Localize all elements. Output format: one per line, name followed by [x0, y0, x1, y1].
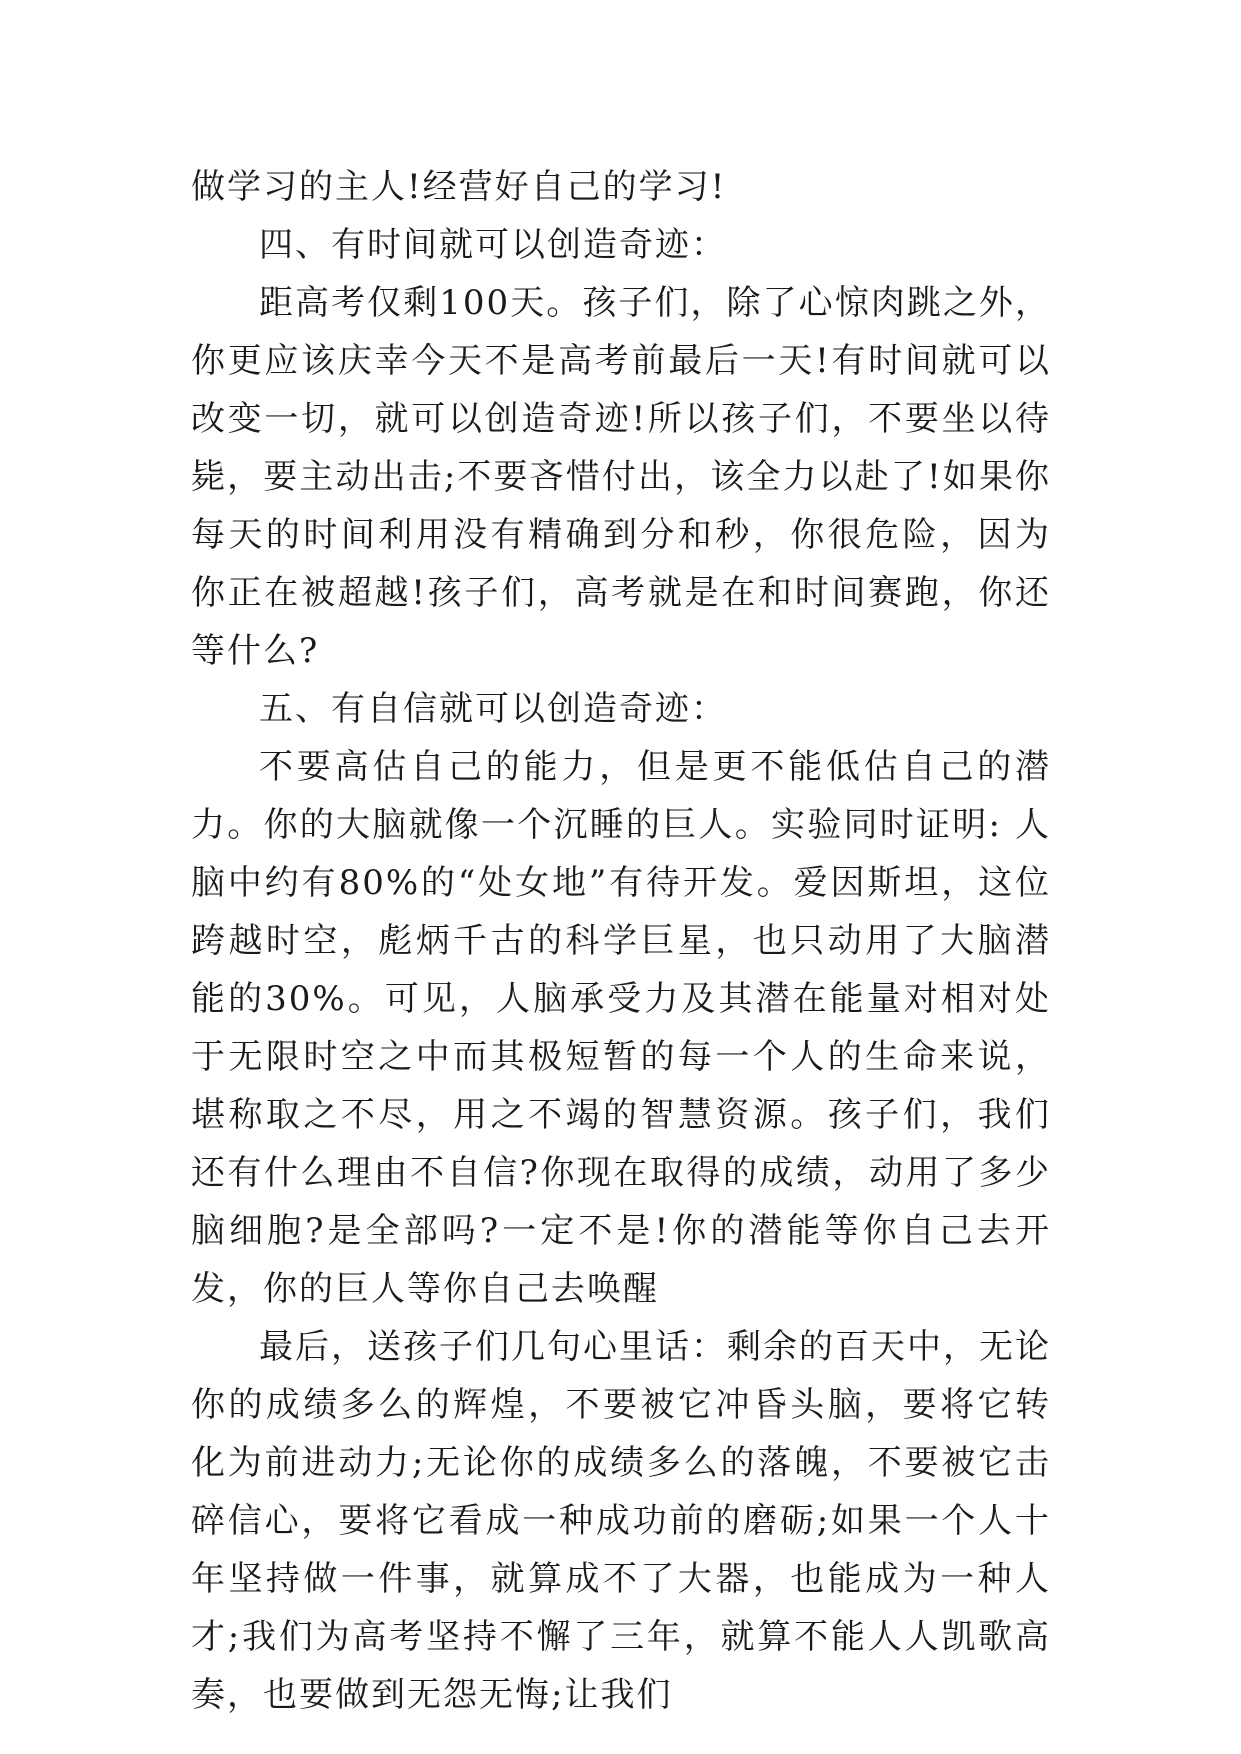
body-text: [191, 158, 1051, 1724]
paragraph: 距高考仅剩100天。孩子们，除了心惊肉跳之外，你更应该庆幸今天不是高考前最后一天!有时间就可以改变一切，就可以创造奇迹!所以孩子们，不要坐以待毙，要主动出击;不要吝惜付出，该全力以赴了!如果你每天的时间利用没有精确到分和秒，你很危险，因为你正在被超越!孩子们，高考就是在和时间赛跑，你还等什么?: [191, 283, 1051, 671]
section-heading-five: 五、有自信就可以创造奇迹：: [259, 689, 727, 729]
paragraph: 不要高估自己的能力，但是更不能低估自己的潜力。你的大脑就像一个沉睡的巨人。实验同时证明: 人脑中约有80%的“处女地”有待开发。爱因斯坦，这位跨越时空，彪炳千古的科学巨星，也只动用了大脑潜能的30%。可见，人脑承受力及其潜在能量对相对处于无限时空之中而其极短暂的每一个人的生命来说，堪称取之不尽，用之不竭的智慧资源。孩子们，我们还有什么理由不自信?你现在取得的成绩，动用了多少脑细胞?是全部吗?一定不是!你的潜能等你自己去开发，你的巨人等你自己去唤醒: [191, 747, 1051, 1309]
paragraph: 做学习的主人!经营好自己的学习!: [191, 167, 727, 207]
paragraph: 最后，送孩子们几句心里话：剩余的百天中，无论你的成绩多么的辉煌，不要被它冲昏头脑，要将它转化为前进动力;无论你的成绩多么的落魄，不要被它击碎信心，要将它看成一种成功前的磨砺;如果一个人十年坚持做一件事，就算成不了大器，也能成为一种人才;我们为高考坚持不懈了三年，就算不能人人凯歌高奏，也要做到无怨无悔;让我们: [191, 1327, 1051, 1715]
section-heading-four: 四、有时间就可以创造奇迹：: [259, 225, 727, 265]
